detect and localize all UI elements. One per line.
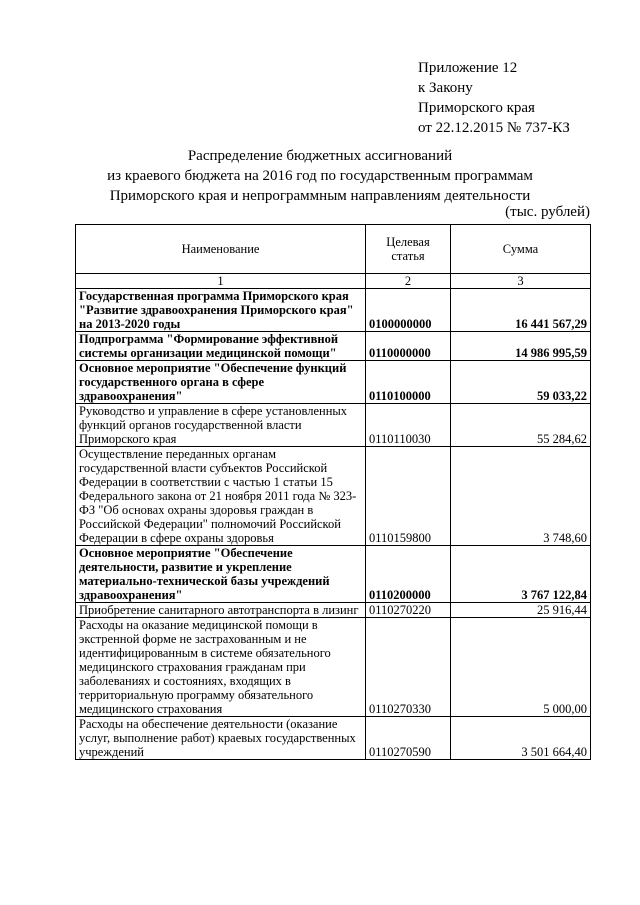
row-name: Осуществление переданных органам государственной власти субъектов Российской Федерации в соответствии с частью 1 статьи 15 Федерального закона от 21 ноября 2011 года № 323-ФЗ "Об основах охраны здоровья граждан в Российской Федерации" полномочий Российской Федерации в сфере охраны здоровья: [76, 447, 366, 546]
table-row: [76, 404, 591, 447]
row-code: 0110270590: [366, 717, 451, 760]
table-row: [76, 361, 591, 404]
header-code: Целевая статья: [366, 225, 451, 274]
row-name: Подпрограмма "Формирование эффективной системы организации медицинской помощи": [76, 332, 366, 361]
row-code: 0100000000: [366, 289, 451, 332]
column-number-row: [76, 274, 591, 289]
row-sum: 25 916,44: [451, 603, 591, 618]
column-number: 2: [366, 274, 451, 289]
title-line: Приморского края и непрограммным направлениям деятельности: [109, 188, 531, 204]
row-code: 0110270220: [366, 603, 451, 618]
table-row: [76, 546, 591, 603]
row-sum: 3 748,60: [451, 447, 591, 546]
row-name: Государственная программа Приморского края "Развитие здравоохранения Приморского края" на 2013-2020 годы: [76, 289, 366, 332]
row-code: 0110270330: [366, 618, 451, 717]
table-row: [76, 717, 591, 760]
header-name: Наименование: [76, 225, 366, 274]
appendix-header: [418, 58, 570, 138]
row-code: 0110200000: [366, 546, 451, 603]
appendix-line: Приморского края: [418, 100, 535, 116]
table-row: [76, 618, 591, 717]
row-sum: 16 441 567,29: [451, 289, 591, 332]
units-label: (тыс. рублей): [505, 204, 590, 220]
table-row: [76, 332, 591, 361]
appendix-line: к Закону: [418, 80, 473, 96]
row-name: Расходы на оказание медицинской помощи в экстренной форме не застрахованным и не идентифицированным в системе обязательного медицинского страхования гражданам при заболеваниях и состояниях, входящих в территориальную программу обязательного медицинского страхования: [76, 618, 366, 717]
row-sum: 5 000,00: [451, 618, 591, 717]
row-sum: 3 767 122,84: [451, 546, 591, 603]
row-name: Расходы на обеспечение деятельности (оказание услуг, выполнение работ) краевых государственных учреждений: [76, 717, 366, 760]
row-sum: 14 986 995,59: [451, 332, 591, 361]
row-name: Основное мероприятие "Обеспечение деятельности, развитие и укрепление материально-технической базы учреждений здравоохранения": [76, 546, 366, 603]
column-number: 1: [76, 274, 366, 289]
row-name: Основное мероприятие "Обеспечение функций государственного органа в сфере здравоохранения": [76, 361, 366, 404]
table-row: [76, 603, 591, 618]
table-row: [76, 447, 591, 546]
appendix-line: Приложение 12: [418, 60, 518, 76]
document-title: [60, 146, 580, 206]
title-line: из краевого бюджета на 2016 год по государственным программам: [107, 168, 533, 184]
header-sum: Сумма: [451, 225, 591, 274]
row-code: 0110159800: [366, 447, 451, 546]
table-header-row: [76, 225, 591, 274]
column-number: 3: [451, 274, 591, 289]
appendix-line: от 22.12.2015 № 737-КЗ: [418, 120, 570, 136]
title-line: Распределение бюджетных ассигнований: [187, 148, 453, 164]
row-sum: 59 033,22: [451, 361, 591, 404]
row-sum: 3 501 664,40: [451, 717, 591, 760]
table-row: [76, 289, 591, 332]
row-code: 0110100000: [366, 361, 451, 404]
row-sum: 55 284,62: [451, 404, 591, 447]
budget-table: [75, 224, 591, 760]
row-name: Руководство и управление в сфере установленных функций органов государственной власти Приморского края: [76, 404, 366, 447]
row-code: 0110110030: [366, 404, 451, 447]
row-code: 0110000000: [366, 332, 451, 361]
row-name: Приобретение санитарного автотранспорта в лизинг: [76, 603, 366, 618]
